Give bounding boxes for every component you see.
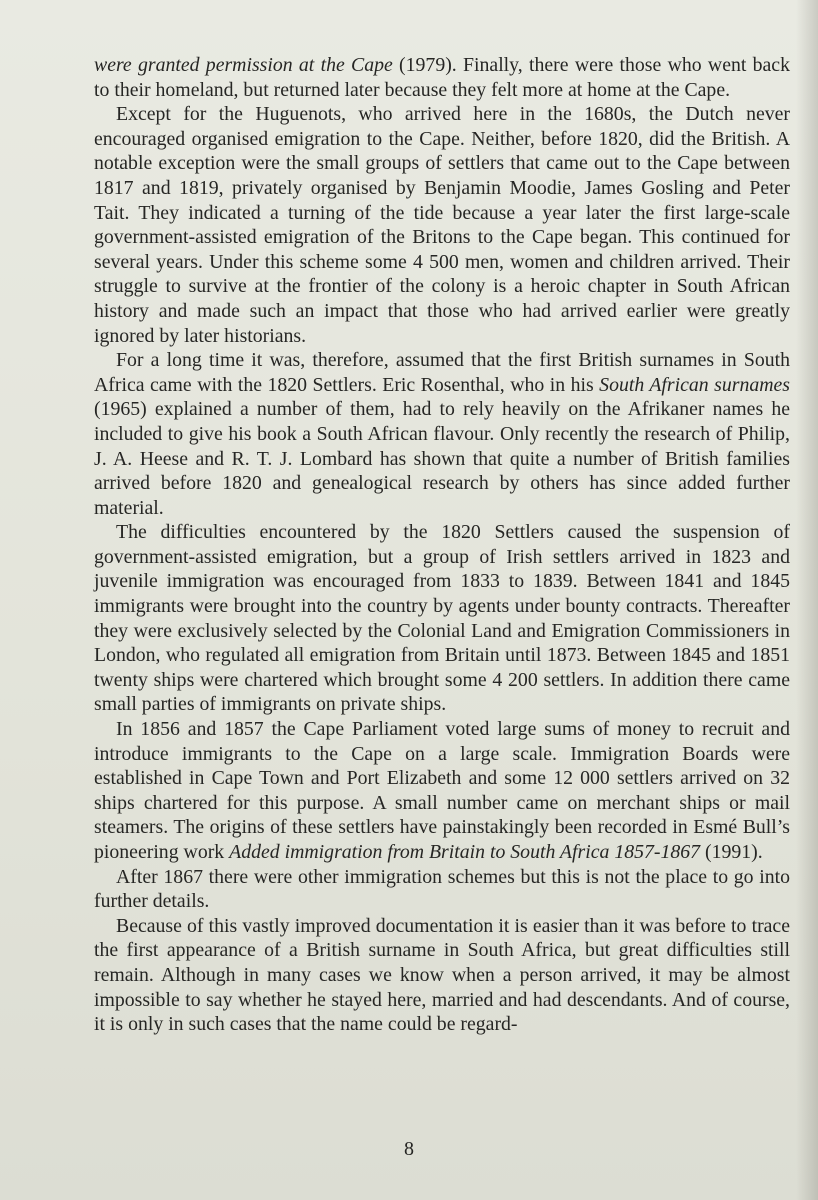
paragraph-1	[94, 53, 790, 102]
paragraph-7	[94, 914, 790, 1037]
paragraph-text: Because of this vastly improved documentation it is easier than it was before to trace the first appearance of a British surname in South Africa, but great difficulties still remain. Although in many cases we know when a person arrived, it may be almost impossible to say whether he stayed here, married and had descendants. And of course, it is only in such cases that the name could be regard-	[94, 914, 790, 1036]
paragraph-2	[94, 102, 790, 348]
paragraph-3	[94, 348, 790, 520]
italic-title-ref: were granted permission at the Cape	[94, 54, 393, 76]
paragraph-4	[94, 520, 790, 717]
paragraph-text: For a long time it was, therefore, assumed that the first British surnames in South Africa came with the 1820 Settlers. Eric Rosenthal, who in his	[94, 349, 790, 396]
paragraph-text: (1991).	[700, 841, 763, 863]
italic-title-ref: South African surnames	[599, 373, 790, 396]
page-number: 8	[404, 1138, 414, 1160]
paragraph-text: (1965) explained a number of them, had to rely heavily on the Afrikaner names he included to give his book a South African flavour. Only recently the research of Philip, J. A. Heese and R. T. J. Lombard has shown that quite a number of British families arrived before 1820 and genealogical research by others has since added further material.	[94, 398, 790, 519]
paragraph-5	[94, 717, 790, 865]
paragraph-text: (1979). Finally, there were those who went back to their homeland, but returned later because they felt more at home at the Cape.	[94, 54, 790, 101]
italic-title-ref: Added immigration from Britain to South Africa 1857-1867	[229, 841, 701, 863]
paragraph-text: In 1856 and 1857 the Cape Parliament voted large sums of money to recruit and introduce immigrants to the Cape on a large scale. Immigration Boards were established in Cape Town and Port Elizabeth and some 12 000 settlers arrived on 32 ships chartered for this purpose. A small number came on merchant ships or mail steamers. The origins of these settlers have painstakingly been recorded in Esmé Bull’s pioneering work	[94, 718, 790, 863]
paragraph-text: After 1867 there were other immigration schemes but this is not the place to go into further details.	[94, 865, 790, 913]
paragraph-6	[94, 865, 790, 914]
paragraph-text: Except for the Huguenots, who arrived here in the 1680s, the Dutch never encouraged organised emigration to the Cape. Neither, before 1820, did the British. A notable exception were the small groups of settlers that came out to the Cape between 1817 and 1819, privately organised by Benjamin Moodie, James Gosling and Peter Tait. They indicated a turning of the tide because a year later the first large-scale government-assisted emigration of the Britons to the Cape began. This continued for several years. Under this scheme some 4 500 men, women and children arrived. Their struggle to survive at the frontier of the colony is a heroic chapter in South African history and made such an impact that those who had arrived earlier were greatly ignored by later historians.	[94, 103, 790, 347]
paragraph-text: The difficulties encountered by the 1820 Settlers caused the suspension of government-assisted emigration, but a group of Irish settlers arrived in 1823 and juvenile immigration was encouraged from 1833 to 1839. Between 1841 and 1845 immigrants were brought into the country by agents under bounty contracts. Thereafter they were exclusively selected by the Colonial Land and Emigration Commissioners in London, who regulated all emigration from Britain until 1873. Between 1845 and 1851 twenty ships were chartered which brought some 4 200 settlers. In addition there came small parties of immigrants on private ships.	[94, 521, 790, 716]
body-text	[94, 53, 790, 1037]
